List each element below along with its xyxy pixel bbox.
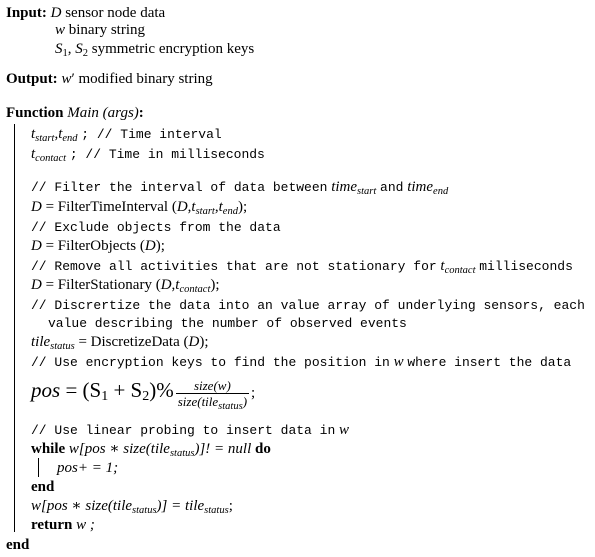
line-function-end: [6, 536, 29, 554]
comment-time-interval: ; // Time interval: [81, 127, 222, 142]
filter-objects-call: = FilterObjects (: [45, 238, 145, 254]
line-return: [31, 516, 95, 534]
return-keyword: return: [31, 517, 73, 533]
assign-sub-1: status: [132, 505, 157, 516]
comment-exclude: // Exclude objects from the data: [31, 220, 281, 235]
comment-filter: // Filter the interval of data between: [31, 180, 328, 195]
frac-numerator: size(w): [193, 378, 231, 394]
t-contact-arg-sub: contact: [179, 284, 211, 295]
milliseconds-word: milliseconds: [479, 259, 573, 274]
pos-sym: pos: [31, 378, 61, 402]
line-time-contact: [31, 145, 265, 164]
input-sym-d: D: [50, 5, 62, 21]
filter-time-call: = FilterTimeInterval (: [45, 199, 177, 215]
line-while: [31, 440, 271, 458]
d-sym-2: D: [31, 238, 42, 254]
formula-fraction: [176, 378, 249, 413]
input-line-3: $S_1$, $S_2$ symmetric encryption keys: [55, 41, 255, 59]
t-start-arg: t: [191, 199, 196, 215]
t-contact-arg: t: [175, 277, 180, 293]
input-sym-s2: S: [75, 41, 83, 57]
comment-remove: // Remove all activities that are not stationary for: [31, 259, 437, 274]
frac-den-text: size(tile: [177, 394, 219, 410]
t-end-arg-sub: end: [222, 206, 238, 217]
line-assign: w[pos ∗ size(tile$_{status}$)] = tile$_{status}$;: [31, 498, 233, 516]
line-comment-linear: [31, 421, 349, 440]
time-start-word: time: [331, 179, 358, 195]
line-time-interval: $t_{start},t_{end}$ ; // Time interval: [31, 126, 222, 144]
t-contact-comment-sym: t: [440, 258, 445, 274]
while-keyword: while: [31, 441, 66, 457]
line-comment-discretize-2: [48, 314, 407, 333]
formula-sub-1: 1: [101, 389, 109, 404]
comment-keys-tail: where insert the data: [407, 355, 572, 370]
line-filter-time: D = FilterTimeInterval $(D,t_{start},t_{end})$;: [31, 199, 248, 217]
while-expr: w[pos ∗ size(tile: [68, 441, 170, 457]
while-body-rule: [38, 458, 39, 477]
pos-increment: pos+ = 1;: [57, 460, 119, 476]
line-comment-discretize-1: [31, 296, 585, 315]
time-end-word: time: [407, 179, 434, 195]
line-filter-objects: D = FilterObjects (D);: [31, 238, 165, 254]
filter-stationary-call: = FilterStationary (: [45, 277, 161, 293]
comment-keys: // Use encryption keys to find the position in: [31, 355, 390, 370]
assign-tail: )] = tile: [156, 498, 205, 514]
d-arg-3: D: [160, 277, 172, 293]
discretize-call: = DiscretizeData (: [78, 334, 189, 350]
assign-expr: w[pos ∗ size(tile: [31, 498, 133, 514]
line-pos-formula: pos = $(S_1 + S_2)\%$ $\frac{\text{size(w)}}{size(tile_{status})}$ ;: [31, 378, 256, 413]
line-comment-exclude: [31, 218, 281, 237]
output-line: [6, 70, 213, 88]
input-label: Input:: [6, 5, 47, 21]
function-body-rule: [14, 124, 15, 532]
formula-mod: )%: [149, 378, 174, 402]
and-word: and: [380, 180, 404, 195]
time-start-sub: start: [357, 186, 377, 197]
comment-ms: ; // Time in milliseconds: [69, 147, 265, 162]
while-tail: )]! = null: [194, 441, 252, 457]
frac-denominator: size(tile$_{status}$): [177, 394, 248, 413]
while-end-keyword: end: [31, 479, 55, 495]
input-sym-w: w: [55, 22, 66, 38]
line-comment-filter: [31, 178, 448, 197]
d-arg-1: D: [176, 199, 188, 215]
while-sub: status: [169, 448, 195, 459]
d-sym-3: D: [31, 277, 42, 293]
t-contact-comment-sub: contact: [444, 265, 476, 276]
do-keyword: do: [255, 441, 271, 457]
line-discretize: tile$_{status}$ = DiscretizeData (D);: [31, 334, 209, 352]
formula-open: = (S: [60, 378, 102, 402]
assign-sub-2: status: [204, 505, 229, 516]
line-comment-remove: [31, 257, 573, 276]
d-arg-2: D: [144, 238, 156, 254]
formula-sub-2: 2: [142, 389, 150, 404]
output-text: modified binary string: [78, 71, 213, 87]
function-colon: :: [138, 105, 144, 121]
w-linear-sym: w: [339, 422, 350, 438]
t-end-sym: t: [58, 126, 63, 142]
t-start-arg-sub: start: [195, 206, 215, 217]
d-arg-4: D: [188, 334, 200, 350]
line-while-end: [31, 478, 54, 496]
tile-status-sub: status: [50, 341, 75, 352]
function-header: [6, 104, 144, 122]
output-prime: ′: [71, 71, 75, 87]
return-expr: w ;: [76, 517, 95, 533]
line-pos-inc: [57, 459, 118, 477]
w-comment-sym: w: [393, 354, 404, 370]
input-line-2: [55, 21, 145, 39]
input-text-keys: symmetric encryption keys: [91, 41, 255, 57]
t-end-sub: end: [62, 133, 78, 144]
t-contact-sub: contact: [35, 153, 67, 164]
t-start-sub: start: [35, 133, 55, 144]
input-sub-2: 2: [82, 48, 88, 59]
comment-discretize-1: // Discrertize the data into an value array of underlying sensors, each: [31, 298, 585, 313]
function-name: Main (args): [67, 105, 139, 121]
line-filter-stationary: D = FilterStationary $(D,t_{contact})$;: [31, 277, 220, 295]
formula-plus: + S: [108, 378, 143, 402]
frac-den-sub: status: [218, 401, 243, 413]
time-end-sub: end: [433, 186, 449, 197]
output-sym: w: [61, 71, 72, 87]
comment-linear: // Use linear probing to insert data in: [31, 423, 336, 438]
input-text-d: sensor node data: [65, 5, 166, 21]
comment-discretize-2: value describing the number of observed events: [48, 316, 407, 331]
output-label: Output:: [6, 71, 58, 87]
input-sym-s1: S: [55, 41, 63, 57]
input-line-1: [6, 4, 165, 22]
t-end-arg: t: [218, 199, 223, 215]
tile-sym: tile: [31, 334, 51, 350]
function-keyword: Function: [6, 105, 64, 121]
function-end-keyword: end: [6, 537, 30, 553]
t-start-sym: t: [31, 126, 36, 142]
t-contact-sym: t: [31, 146, 36, 162]
d-sym-1: D: [31, 199, 42, 215]
input-text-w: binary string: [68, 22, 146, 38]
input-sub-1: 1: [62, 48, 68, 59]
line-comment-keys: [31, 353, 571, 372]
